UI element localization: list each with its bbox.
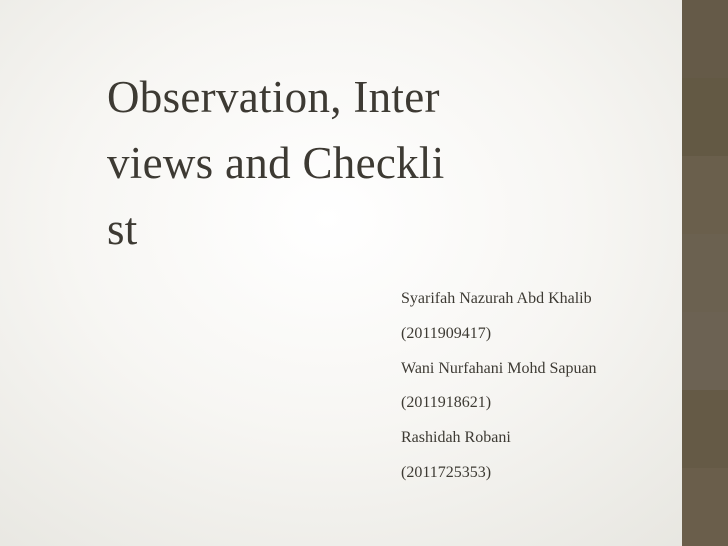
sidebar-band — [682, 468, 728, 546]
slide-title: Observation, Interviews and Checklist — [107, 72, 445, 254]
sidebar-band — [682, 312, 728, 390]
author-name: Wani Nurfahani Mohd Sapuan — [401, 359, 597, 377]
author-name: Rashidah Robani — [401, 429, 511, 447]
author-list — [401, 290, 661, 499]
decorative-sidebar — [682, 0, 728, 546]
author-id: (2011909417) — [401, 324, 492, 342]
sidebar-band — [682, 0, 728, 78]
author-name: Syarifah Nazurah Abd Khalib — [401, 290, 592, 307]
sidebar-band — [682, 156, 728, 234]
author-id: (2011918621) — [401, 394, 492, 412]
sidebar-band — [682, 78, 728, 156]
sidebar-band — [682, 390, 728, 468]
sidebar-band — [682, 234, 728, 312]
author-id: (2011725353) — [401, 463, 492, 481]
